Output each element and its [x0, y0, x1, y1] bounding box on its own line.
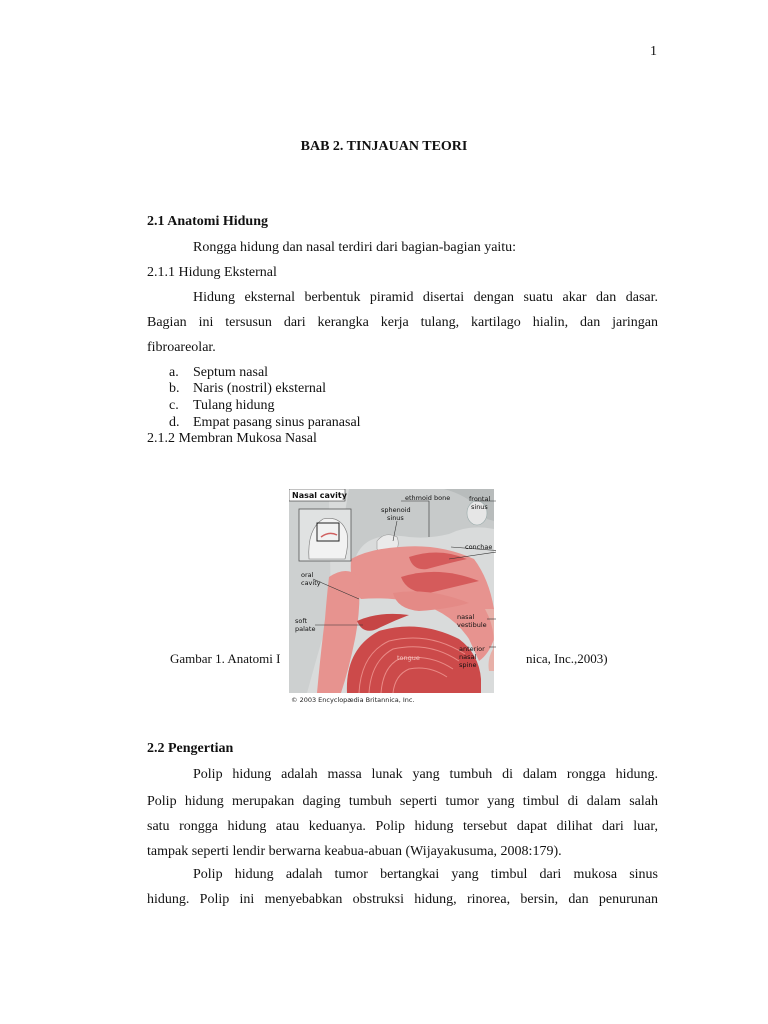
section-heading-2-1: 2.1 Anatomi Hidung [147, 214, 268, 229]
label-tongue: tongue [397, 654, 420, 662]
label-soft: soft [295, 617, 308, 625]
paragraph-line: satu rongga hidung atau keduanya. Polip hidung tersebut dapat dilihat dari luar, [147, 819, 658, 834]
list-item: Naris (nostril) eksternal [193, 381, 326, 396]
list-item: Tulang hidung [193, 398, 275, 413]
paragraph-line: Polip hidung merupakan daging tumbuh seperti tumor yang timbul di dalam salah [147, 794, 658, 809]
label-frontal-sinus: sinus [471, 503, 488, 511]
label-nasal: nasal [457, 613, 475, 621]
page-number: 1 [650, 44, 657, 59]
section-heading-2-2: 2.2 Pengertian [147, 741, 234, 756]
label-sphenoid-sinus: sinus [387, 514, 404, 522]
list-item: Empat pasang sinus paranasal [193, 415, 361, 430]
paragraph-line: tampak seperti lendir berwarna keabua-abuan (Wijayakusuma, 2008:179). [147, 844, 562, 859]
paragraph-line: Hidung eksternal berbentuk piramid disertai dengan suatu akar dan dasar. [193, 290, 658, 305]
label-nasal-2: nasal [459, 653, 477, 661]
paragraph-line: Bagian ini tersusun dari kerangka kerja tulang, kartilago hialin, dan jaringan [147, 315, 658, 330]
label-spine: spine [459, 661, 477, 669]
label-sphenoid: sphenoid [381, 506, 411, 514]
label-cavity: cavity [301, 579, 321, 587]
label-ethmoid-bone: ethmoid bone [405, 494, 451, 502]
subsection-heading-2-1-2: 2.1.2 Membran Mukosa Nasal [147, 431, 317, 446]
nasal-cavity-illustration [289, 489, 496, 705]
figure-caption-right: nica, Inc.,2003) [526, 651, 608, 666]
list-item-marker: d. [169, 415, 180, 430]
figure-title: Nasal cavity [292, 491, 347, 500]
label-conchae: conchae [465, 543, 493, 551]
list-item: Septum nasal [193, 365, 269, 380]
chapter-title: BAB 2. TINJAUAN TEORI [300, 139, 468, 154]
list-item-marker: a. [169, 365, 179, 380]
label-anterior: anterior [459, 645, 485, 653]
label-vestibule: vestibule [457, 621, 487, 629]
paragraph-line: Polip hidung adalah massa lunak yang tumbuh di dalam rongga hidung. [193, 767, 658, 782]
paragraph-line: fibroareolar. [147, 340, 216, 355]
list-item-marker: b. [169, 381, 180, 396]
section-intro: Rongga hidung dan nasal terdiri dari bagian-bagian yaitu: [193, 240, 517, 255]
label-frontal: frontal [469, 495, 491, 503]
figure-caption-left: Gambar 1. Anatomi I [170, 651, 281, 666]
list-item-marker: c. [169, 398, 179, 413]
paragraph-line: hidung. Polip ini menyebabkan obstruksi hidung, rinorea, bersin, dan penurunan [147, 892, 658, 907]
label-palate: palate [295, 625, 316, 633]
paragraph-line: Polip hidung adalah tumor bertangkai yang timbul dari mukosa sinus [193, 867, 658, 882]
subsection-heading-2-1-1: 2.1.1 Hidung Eksternal [147, 265, 277, 280]
label-oral: oral [301, 571, 314, 579]
figure-copyright: © 2003 Encyclopædia Britannica, Inc. [291, 696, 415, 704]
